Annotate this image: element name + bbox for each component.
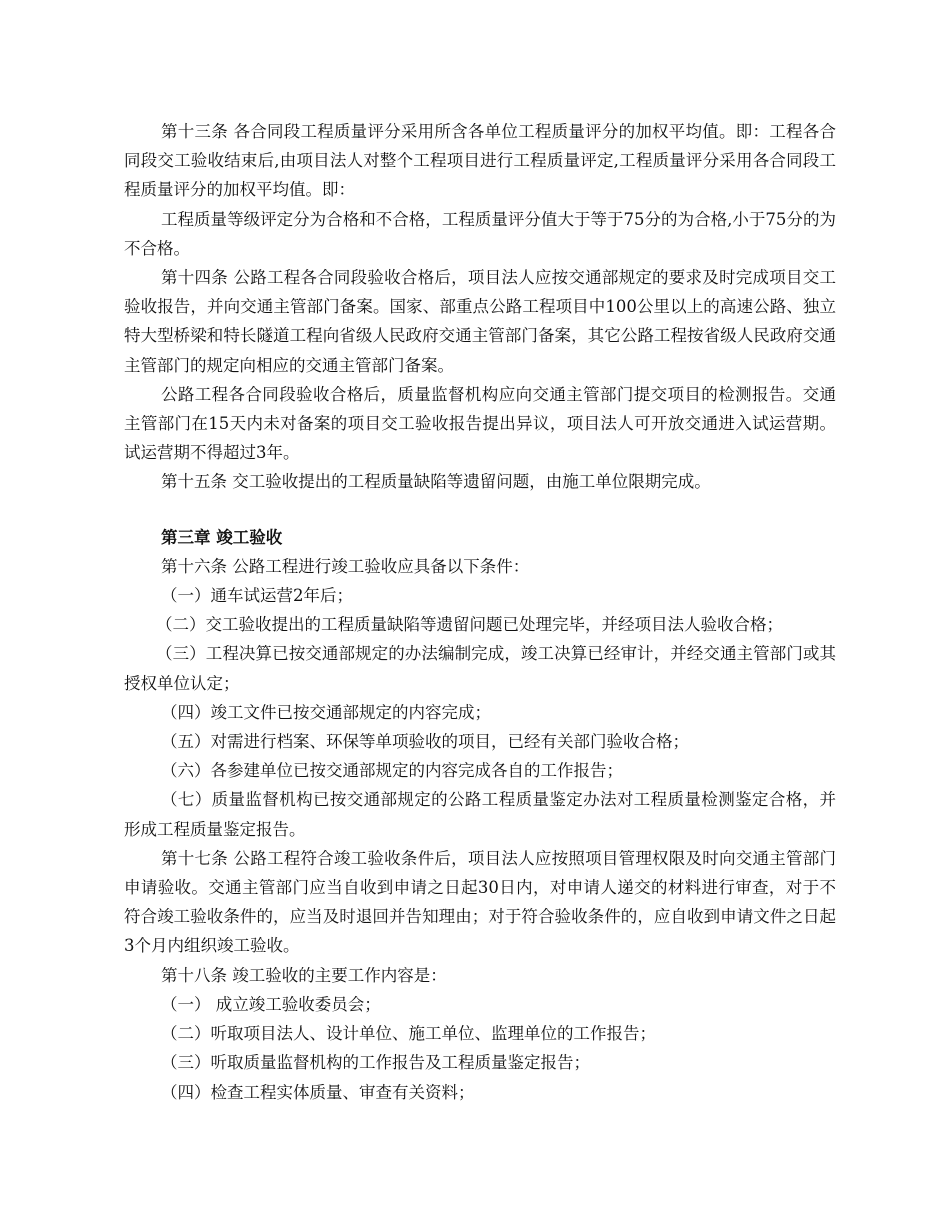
article-18-item-4: （四）检查工程实体质量、审查有关资料； <box>161 1082 475 1102</box>
article-16-item-4: （四）竣工文件已按交通部规定的内容完成； <box>161 702 491 722</box>
section-spacer <box>124 497 836 523</box>
document-page <box>124 117 836 1107</box>
quality-grade-paragraph: 工程质量等级评定分为合格和不合格，工程质量评分值大于等于75分的为合格,小于75分的为不合格。 <box>124 209 836 258</box>
article-18-item-2: （二）听取项目法人、设计单位、施工单位、监理单位的工作报告； <box>161 1024 656 1044</box>
article-14-paragraph: 第十四条 公路工程各合同段验收合格后，项目法人应按交通部规定的要求及时完成项目交工验收报告，并向交通主管部门备案。国家、部重点公路工程项目中100公里以上的高速公路、独立特大型桥梁和特长隧道工程向省级人民政府交通主管部门备案，其它公路工程按省级人民政府交通主管部门的规定向相应的交通主管部门备案。 <box>124 268 836 375</box>
article-17-paragraph: 第十七条 公路工程符合竣工验收条件后，项目法人应按照项目管理权限及时向交通主管部门申请验收。交通主管部门应当自收到申请之日起30日内，对申请人递交的材料进行审查，对于不符合竣工验收条件的，应当及时退回并告知理由；对于符合验收条件的，应自收到申请文件之日起3个月内组织竣工验收。 <box>124 848 836 956</box>
article-16-item-3: （三）工程决算已按交通部规定的办法编制完成，竣工决算已经审计，并经交通主管部门或其授权单位认定； <box>124 644 836 693</box>
supervision-report-paragraph: 公路工程各合同段验收合格后，质量监督机构应向交通主管部门提交项目的检测报告。交通主管部门在15天内未对备案的项目交工验收报告提出异议，项目法人可开放交通进入试运营期。试运营期不得超过3年。 <box>124 384 836 463</box>
article-16-item-5: （五）对需进行档案、环保等单项验收的项目，已经有关部门验收合格； <box>161 732 689 752</box>
article-18-paragraph: 第十八条 竣工验收的主要工作内容是： <box>161 965 447 985</box>
article-16-item-6: （六）各参建单位已按交通部规定的内容完成各自的工作报告； <box>161 761 623 781</box>
article-16-item-1: （一）通车试运营2年后； <box>161 586 353 606</box>
article-18-item-1: （一） 成立竣工验收委员会； <box>161 994 381 1014</box>
chapter-heading: 第三章 竣工验收 <box>161 527 283 547</box>
article-16-paragraph: 第十六条 公路工程进行竣工验收应具备以下条件： <box>161 556 530 576</box>
article-18-item-3: （三）听取质量监督机构的工作报告及工程质量鉴定报告； <box>161 1053 590 1073</box>
article-13-paragraph: 第十三条 各合同段工程质量评分采用所含各单位工程质量评分的加权平均值。即：工程各合同段交工验收结束后,由项目法人对整个工程项目进行工程质量评定,工程质量评分采用各合同段工程质量评分的加权平均值。即： <box>124 122 836 200</box>
article-15-paragraph: 第十五条 交工验收提出的工程质量缺陷等遗留问题，由施工单位限期完成。 <box>161 472 711 492</box>
article-16-item-2: （二）交工验收提出的工程质量缺陷等遗留问题已处理完毕，并经项目法人验收合格； <box>156 615 783 635</box>
article-16-item-7: （七）质量监督机构已按交通部规定的公路工程质量鉴定办法对工程质量检测鉴定合格，并形成工程质量鉴定报告。 <box>124 790 836 839</box>
